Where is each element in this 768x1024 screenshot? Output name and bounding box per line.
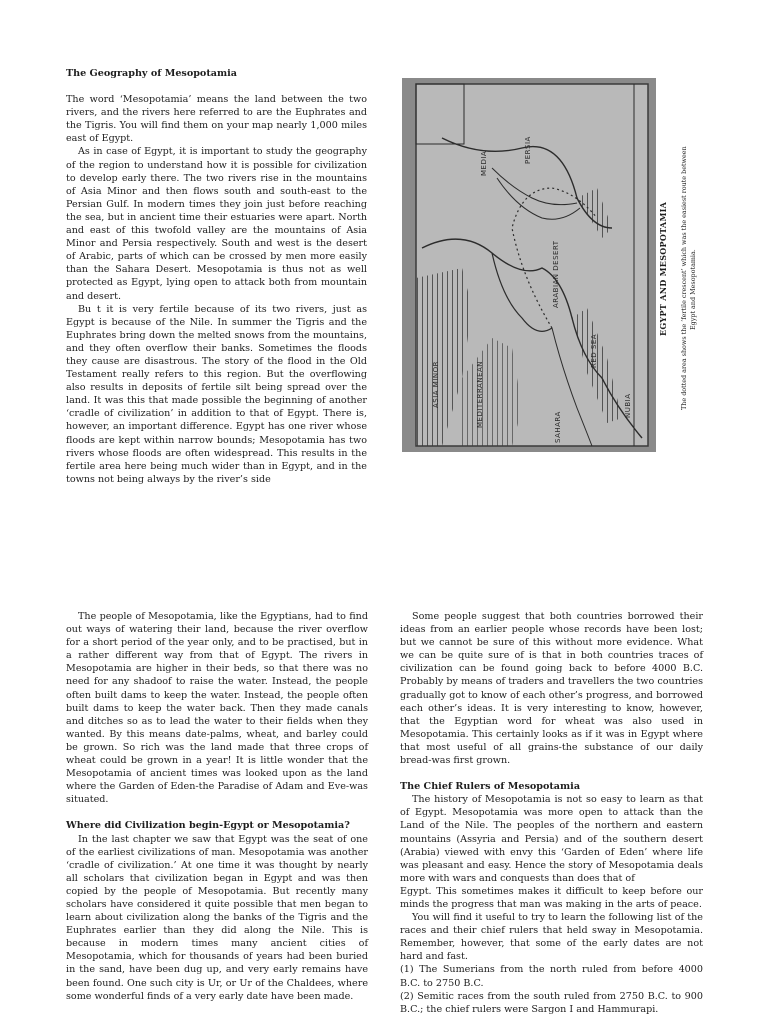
right-column — [400, 610, 703, 1016]
map-label-media: MEDIA — [480, 150, 488, 176]
section-heading: The Chief Rulers of Mesopotamia — [400, 781, 581, 793]
map-label-sahara: SAHARA — [554, 411, 562, 443]
map-caption — [680, 146, 698, 410]
intro-paragraph-2: As in case of Egypt, it is important to study the geography of the region to understand how it is possible for civilization to develop early there. The two rivers rise in the mountains of Asia Minor and then flows south and south-east to the Persian Gulf. In modern times they join just before reaching the sea, but in ancient time their estuaries were apart. North and east of this twofold valley are the mountains of Asia Minor and Persia respectively. South and west is the desert of Arabic, parts of which can be crossed by men more easily than the Sahara Desert. Mesopotamia is thus not as well protected as Egypt, lying open to attack both from mountain and desert. — [66, 146, 367, 302]
map-caption-title: EGYPT AND MESOPOTAMIA — [658, 201, 668, 336]
map-label-red-sea: RED SEA — [590, 333, 598, 368]
section-heading: The Geography of Mesopotamia — [66, 68, 237, 79]
map-label-asia-minor: ASIA MINOR — [432, 360, 440, 408]
map-label-mediterranean: MEDITERRANEAN — [476, 360, 484, 428]
spacer — [400, 767, 703, 780]
spacer — [66, 80, 367, 93]
map-caption-line-1: The dotted area shows the ‘fertile crescent’ which was the easiest route between — [680, 146, 688, 410]
right-paragraph-2b: Egypt. This sometimes makes it difficult to keep before our minds the progress that man was making in the arts of peace. — [400, 885, 703, 910]
intro-paragraph-1: The word ‘Mesopotamia’ means the land between the two rivers, and the rivers here referred to are the Euphrates and the Tigris. You will find them on your map nearly 1,000 miles east of Egypt. — [66, 94, 367, 145]
list-item: (2) Semitic races from the south ruled from 2750 B.C. to 900 B.C.; the chief rulers were Sargon I and Hammurapi. — [400, 990, 703, 1015]
map-label-nubia: NUBIA — [624, 393, 632, 418]
right-paragraph-3: You will find it useful to try to learn the following list of the races and their chief rulers that held sway in Mesopotamia. Remember, however, that some of the early dates are not hard and fast. — [400, 912, 703, 963]
right-paragraph-1: Some people suggest that both countries borrowed their ideas from an earlier people whose records have been lost; but we cannot be sure of this without more evidence. What we can be quite sure of is that in both countries traces of civilization can be found going back to before 4000 B.C. Probably by means of traders and travellers the two countries gradually got to know of each other’s progress, and borrowed each other’s ideas. It is very interesting to know, however, that the Egyptian word for wheat was also used in Mesopotamia. This certainly looks as if it was in Egypt where that most useful of all grains-the substance of our daily bread-was first grown. — [400, 611, 703, 767]
map-label-arabian-desert: ARABIAN DESERT — [552, 240, 560, 308]
left-paragraph-1: The people of Mesopotamia, like the Egyptians, had to find out ways of watering their land, because the river overflow for a short period of the year only, and to be practised, but in a rather different way from that of Egypt. The rivers in Mesopotamia are higher in their beds, so that there was no need for any shadoof to raise the water. Instead, the people often built dams to keep the water. Instead, the people often built dams to keep the water back. Then they made canals and ditches so as to lead the water to their fields when they wanted. By this means date-palms, wheat, and barley could be grown. So rich was the land made that three crops of wheat could be grown in a year! It is little wonder that the Mesopotamia of ancient times was looked upon as the land where the Garden of Eden-the Paradise of Adam and Eve-was situated. — [66, 611, 368, 806]
section-heading: Where did Civilization begin-Egypt or Mesopotamia? — [66, 820, 350, 832]
right-paragraph-2: The history of Mesopotamia is not so easy to learn as that of Egypt. Mesopotamia was more open to attack than the Land of the Nile. The peoples of the northern and eastern mountains (Assyria and Persia) and of the southern desert (Arabia) viewed with envy this ‘Garden of Eden’ where life was pleasant and easy. Hence the story of Mesopotamia deals more with wars and conquests than does that of — [400, 794, 703, 884]
map-drawing — [402, 78, 656, 452]
map-image — [402, 78, 656, 452]
intro-section — [66, 67, 367, 486]
left-paragraph-2: In the last chapter we saw that Egypt was the seat of one of the earliest civilizations of man. Mesopotamia was another ‘cradle of civilization.’ At one time it was thought by nearly all scholars that civilization began in Egypt and was then copied by the people of Mesopotamia. But recently many scholars have considered it quite possible that men began to learn about civilization along the banks of the Tigris and the Euphrates earlier than they did along the Nile. This is because in modern times many ancient cities of Mesopotamia, which for thousands of years had been buried in the sand, have been dug up, and very early remains have been found. One such city is Ur, or Ur of the Chaldees, where some wonderful finds of a very early date have been made. — [66, 833, 368, 1002]
map-caption-line-2: Egypt and Mesopotamia. — [689, 249, 697, 330]
spacer — [66, 806, 368, 819]
list-item: (1) The Sumerians from the north ruled from before 4000 B.C. to 2750 B.C. — [400, 964, 703, 989]
intro-paragraph-3: Bu t it is very fertile because of its two rivers, just as Egypt is because of the Nile. In summer the Tigris and the Euphrates bring down the melted snows from the mountains, and they often overflow their banks. Sometimes the floods they cause are disastrous. The story of the flood in the Old Testament really refers to this region. But the overflowing also results in deposits of fertile silt being spread over the land. It was this that made possible the beginning of another ‘cradle of civilization’ in addition to that of Egypt. There is, however, an important difference. Egypt has one river whose floods are kept within narrow bounds; Mesopotamia has two rivers whose floods are often widespread. This results in the fertile area here being much wider than in Egypt, and in the towns not being always by the river’s side — [66, 303, 367, 485]
left-column — [66, 610, 368, 1003]
map-label-persia: PERSIA — [524, 136, 532, 164]
